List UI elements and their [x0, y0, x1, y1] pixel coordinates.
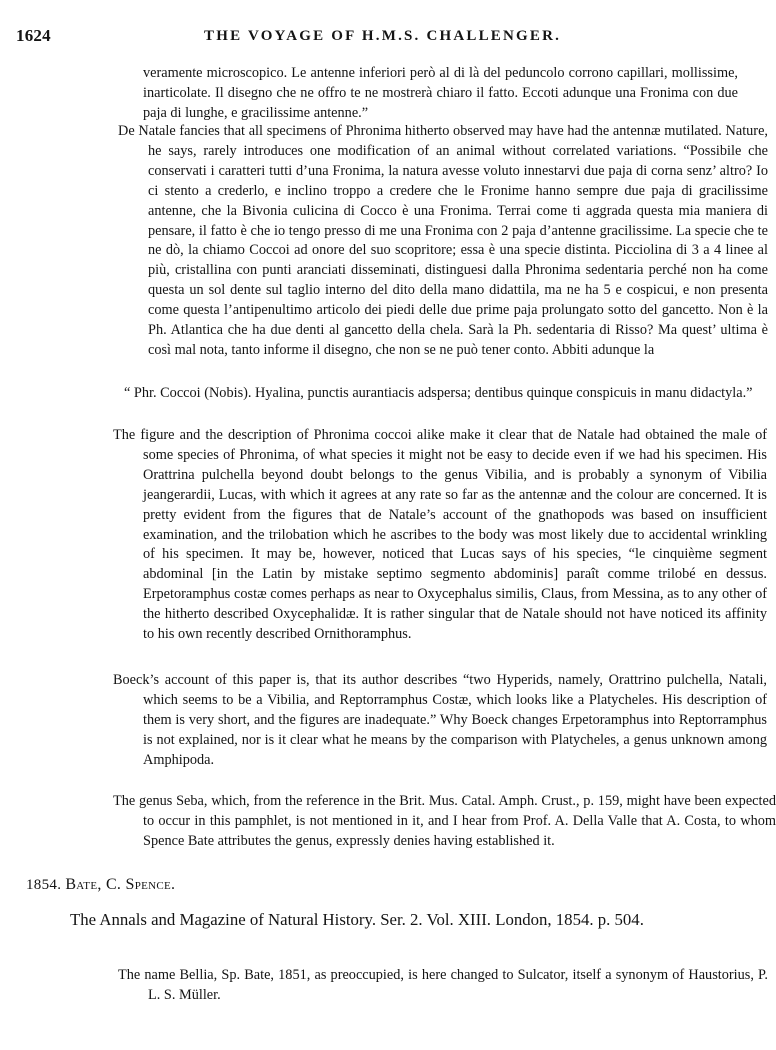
paragraph-boeck-account: Boeck’s account of this paper is, that its author describes “two Hyperids, namely, Orattrino pulchella, Natali, which seems to be a Vibilia, and Reptorramphus Costæ, which looks like a Platycheles. His description of them is very short, and the figures are inadequate.” Why Boeck changes Erpetoramphus into Reptorramphus is not explained, nor is it clear what he means by the comparison with Platycheles, a genus unknown among Amphipoda.: [113, 672, 767, 768]
running-title: THE VOYAGE OF H.M.S. CHALLENGER.: [204, 28, 562, 44]
entry-year: 1854.: [26, 877, 62, 893]
citation: The Annals and Magazine of Natural History. Ser. 2. Vol. XIII. London, 1854. p. 504.: [70, 910, 644, 929]
page-header: [16, 26, 766, 50]
paragraph-genus-seba: The genus Seba, which, from the reference in the Brit. Mus. Catal. Amph. Crust., p. 159, might have been expected to occur in this pamphlet, is not mentioned in it, and I hear from Prof. A. Della Valle that A. Costa, to whom Spence Bate attributes the genus, expressly denies having established it.: [113, 793, 776, 849]
entry-note: The name Bellia, Sp. Bate, 1851, as preoccupied, is here changed to Sulcator, itself a synonym of Haustorius, P. L. S. Müller.: [118, 967, 768, 1003]
paragraph-figure-description: The figure and the description of Phronima coccoi alike make it clear that de Natale had obtained the male of some species of Phronima, of what species it might not be easy to decide even if we had his specimen. His Orattrina pulchella beyond doubt belongs to the genus Vibilia, and is probably a synonym of Vibilia jeangerardii, Lucas, with which it agrees at any rate so far as the antennæ and the colour are concerned. It is pretty evident from the figures that de Natale’s account of the gnathopods was based on insufficient examination, and the trilobation which he ascribes to the body was most likely due to accidental wrinkling of his specimen. It may be, however, noticed that Lucas says of his species, “le cinquième segment abdominal [in the Latin by mistake septimo segmento abdominis] paraît comme trilobé en dessus. Erpetoramphus costæ comes perhaps as near to Oxycephalus similis, Claus, from Messina, as to any other of the hitherto described Oxycephalidæ. It is rather singular that de Natale should not have noticed its affinity to his own recently described Ornithoramphus.: [113, 427, 767, 643]
bibliography-entry-heading: [26, 876, 175, 894]
page-number: 1624: [16, 26, 51, 45]
entry-author: Bate, C. Spence.: [65, 876, 176, 893]
species-diagnosis-quote: “ Phr. Coccoi (Nobis). Hyalina, punctis aurantiacis adspersa; dentibus quinque conspicuis in manu didactyla.”: [124, 385, 753, 401]
paragraph-de-natale: De Natale fancies that all specimens of Phronima hitherto observed may have had the antennæ mutilated. Nature, he says, rarely introduces one modification of an animal without correlated variations. “Possibile che conservati i caratteri tutti d’una Fronima, la natura avesse voluto innestarvi due paja di corna senz’ altro? Io ci stento a crederlo, e inclino troppo a credere che le Fronime hanno sempre due paja di gracilissime antenne, che la Bivonia culicina di Cocco è una Fronima. Terrai come ti aggrada questa mia maniera di pensare, il fatto è che io tengo presso di me una Fronima con 2 paja d’antenne gracilissime. La specie che te ne dò, la chiamo Coccoi ad onore del suo scopritore; essa è una specie distinta. Picciolina di 3 a 4 linee al più, cristallina con punti aranciati disseminati, distinguesi dalla Phronima sedentaria perché non ha come questa un sol dente sul taglio interno del dito della mano didattila, ma ne ha 5 e cospicui, e non presenta come questa l’antipenultimo articolo dei piedi delle due prime paja prolungato sotto del gancetto. Non è la Ph. Atlantica che ha due denti al gancetto della chela. Sarà la Ph. sedentaria di Risso? Ma quest’ ultima è così mal nota, tanto informe il disegno, che non se ne può tener conto. Abbiti adunque la: [118, 123, 768, 358]
quote-continuation: veramente microscopico. Le antenne inferiori però al di là del peduncolo corrono capillari, mollissime, inarticolate. Il disegno che ne offro te ne mostrerà chiaro il fatto. Eccoti adunque una Fronima con due paja di lunghe, e gracilissime antenne.”: [143, 65, 738, 121]
